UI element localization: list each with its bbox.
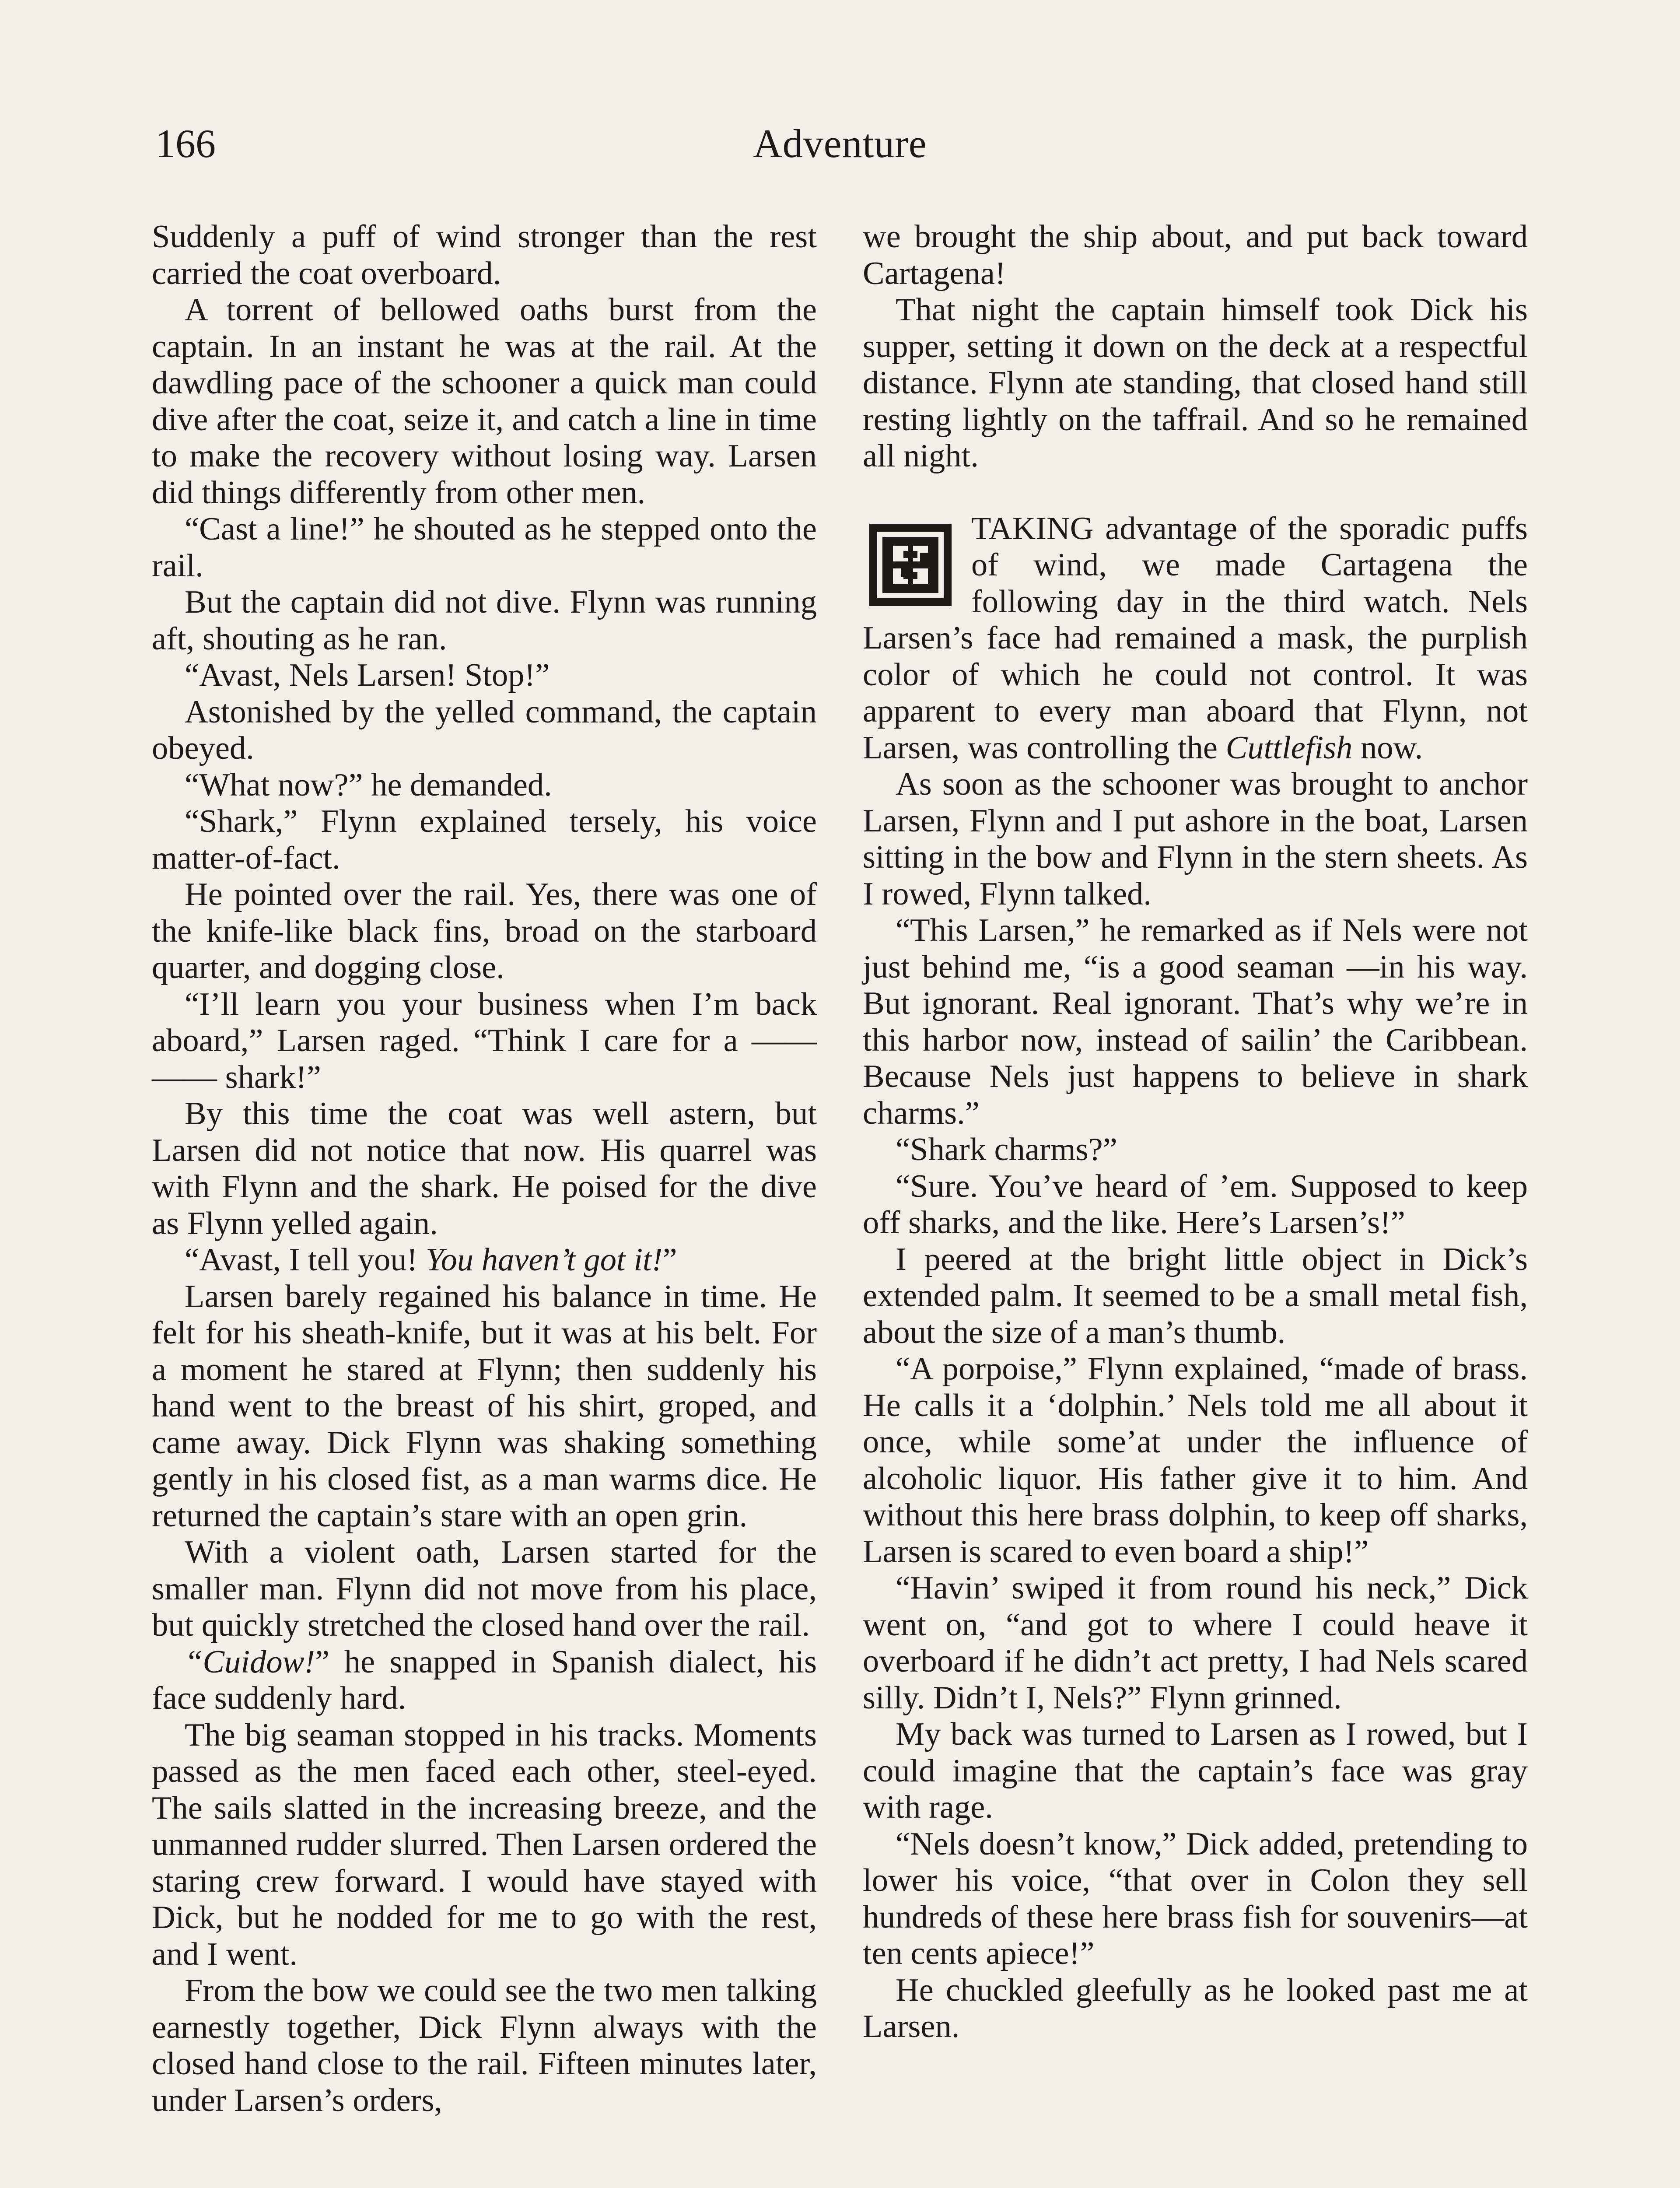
running-title: Adventure — [753, 121, 927, 166]
right-column — [863, 219, 1528, 2045]
italic-emphasis: You haven’t got it! — [426, 1242, 663, 1278]
paragraph: The big seaman stopped in his tracks. Moments passed as the men faced each other, steel-eyed. The sails slatted in the increasing breeze, and the unmanned rudder slurred. Then Larsen ordered the staring crew forward. I would have stayed with Dick, but he nodded for me to go with the rest, and I went. — [152, 1717, 817, 1972]
paragraph: From the bow we could see the two men talking earnestly together, Dick Flynn always with the closed hand close to the rail. Fifteen minutes later, under Larsen’s orders, — [152, 1973, 817, 2118]
left-column — [152, 219, 817, 2119]
paragraph: But the captain did not dive. Flynn was running aft, shouting as he ran. — [152, 584, 817, 657]
quote-close: ” — [662, 1242, 677, 1278]
paragraph — [152, 1644, 817, 1717]
paragraph: That night the captain himself took Dick his supper, setting it down on the deck at a respectful distance. Flynn ate standing, that closed hand still resting lightly on the taffrail. And so he remained all night. — [863, 292, 1528, 474]
paragraph: “What now?” he demanded. — [185, 767, 552, 803]
quote-text: “Avast, I tell you! — [185, 1242, 426, 1278]
paragraph-tail: ” he snapped in Spanish dialect, his face suddenly hard. — [152, 1644, 817, 1716]
paragraph: Astonished by the yelled command, the captain obeyed. — [152, 694, 817, 766]
paragraph: Suddenly a puff of wind stronger than the rest carried the coat overboard. — [152, 219, 817, 291]
section-lead-text: TAKING advantage of the sporadic puffs of wind, we made Cartagena the following day in the third watch. Nels Larsen’s face had remained a mask, the purplish color of which he could not control. It was apparent to every man aboard that Flynn, not Larsen, was controlling the — [863, 510, 1528, 766]
paragraph: we brought the ship about, and put back toward Cartagena! — [863, 219, 1528, 291]
paragraph: “Shark,” Flynn explained tersely, his voice matter-of-fact. — [152, 803, 817, 876]
ship-name: Cuttlefish — [1225, 729, 1353, 766]
paragraph: “Shark charms?” — [896, 1132, 1117, 1168]
paragraph: “I’ll learn you your business when I’m back aboard,” Larsen raged. “Think I care for a —— —— shark!” — [152, 986, 817, 1095]
paragraph: A torrent of bellowed oaths burst from the captain. In an instant he was at the rail. At the dawdling pace of the schooner a quick man could dive after the coat, seize it, and catch a line in time to make the recovery without losing way. Larsen did things differently from other men. — [152, 292, 817, 511]
paragraph: With a violent oath, Larsen started for the smaller man. Flynn did not move from his place, but quickly stretched the closed hand over the rail. — [152, 1534, 817, 1643]
spanish-exclamation: “Cuidow! — [185, 1644, 315, 1680]
paragraph: “This Larsen,” he remarked as if Nels were not just behind me, “is a good seaman —in his way. But ignorant. Real ignorant. That’s why we’re in this harbor now, instead of sailin’ the Caribbean. Because Nels just happens to believe in shark charms.” — [863, 912, 1528, 1131]
paragraph: He chuckled gleefully as he looked past me at Larsen. — [863, 1972, 1528, 2044]
section-opening-paragraph — [863, 511, 1528, 767]
paragraph: “Avast, Nels Larsen! Stop!” — [185, 657, 550, 693]
paragraph — [152, 1242, 817, 1279]
paragraph: By this time the coat was well astern, but Larsen did not notice that now. His quarrel was with Flynn and the shark. He poised for the dive as Flynn yelled again. — [152, 1096, 817, 1241]
paragraph-tail: now. — [1352, 729, 1423, 766]
paragraph: “Cast a line!” he shouted as he stepped onto the rail. — [152, 511, 817, 584]
paragraph: I peered at the bright little object in Dick’s extended palm. It seemed to be a small metal fish, about the size of a man’s thumb. — [863, 1241, 1528, 1350]
paragraph: “Sure. You’ve heard of ’em. Supposed to keep off sharks, and the like. Here’s Larsen’s!” — [863, 1168, 1528, 1241]
paragraph: “Nels doesn’t know,” Dick added, pretending to lower his voice, “that over in Colon they sell hundreds of these here brass fish for souvenirs—at ten cents apiece!” — [863, 1826, 1528, 1971]
paragraph: My back was turned to Larsen as I rowed, but I could imagine that the captain’s face was gray with rage. — [863, 1716, 1528, 1825]
paragraph: “A porpoise,” Flynn explained, “made of brass. He calls it a ‘dolphin.’ Nels told me all about it once, while some’at under the influence of alcoholic liquor. His father give it to him. And without this here brass dolphin, to keep off sharks, Larsen is scared to even board a ship!” — [863, 1351, 1528, 1570]
paragraph: Larsen barely regained his balance in time. He felt for his sheath-knife, but it was at his belt. For a moment he stared at Flynn; then suddenly his hand went to the breast of his shirt, groped, and came away. Dick Flynn was shaking something gently in his closed fist, as a man warms dice. He returned the captain’s stare with an open grin. — [152, 1278, 817, 1534]
paragraph: As soon as the schooner was brought to anchor Larsen, Flynn and I put ashore in the boat, Larsen sitting in the bow and Flynn in the stern sheets. As I rowed, Flynn talked. — [863, 766, 1528, 912]
page-number: 166 — [155, 121, 216, 166]
paragraph: “Havin’ swiped it from round his neck,” Dick went on, “and got to where I could heave it overboard if he didn’t act pretty, I had Nels scared silly. Didn’t I, Nels?” Flynn grinned. — [863, 1570, 1528, 1716]
decorative-initial-block-icon — [863, 514, 958, 616]
paragraph: He pointed over the rail. Yes, there was one of the knife-like black fins, broad on the starboard quarter, and dogging close. — [152, 877, 817, 985]
